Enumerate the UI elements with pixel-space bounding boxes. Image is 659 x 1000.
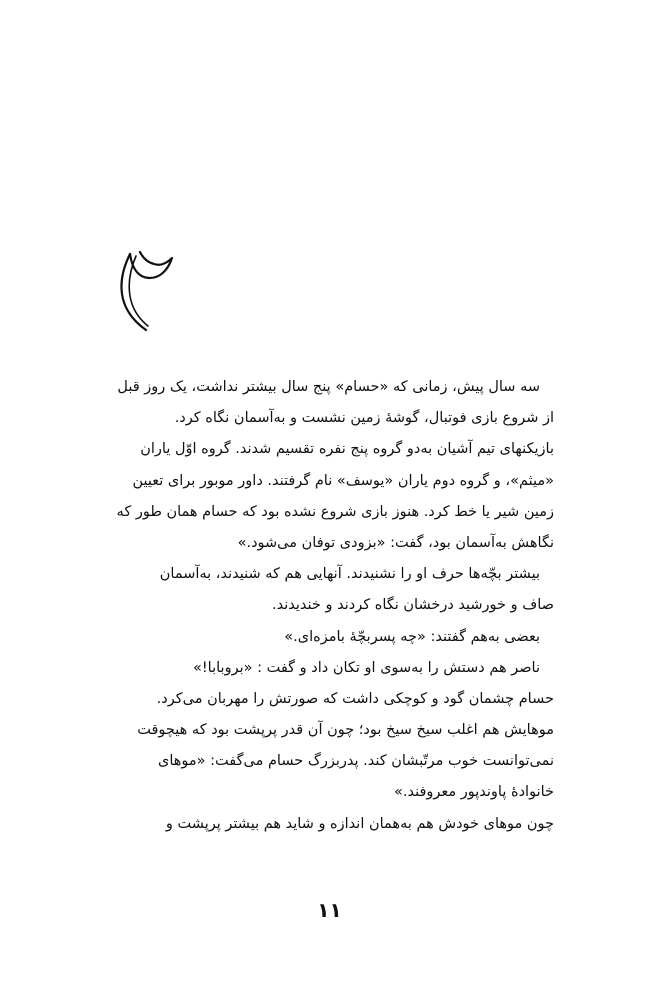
chapter-number-glyph <box>112 250 178 332</box>
text-line: نگاهش به‌آسمان بود، گفت: «بزودی توفان می‌شود.» <box>237 534 554 551</box>
text-line: بیشتر بچّه‌ها حرف او را نشنیدند. آنهایی هم که شنیدند، به‌آسمان <box>159 566 540 583</box>
text-line: خانوادهٔ پاوندپور معروفند.» <box>393 784 554 801</box>
text-line: بازیکنهای تیم آشیان به‌دو گروه پنج نفره تقسیم شدند. گروه اوّل یاران <box>140 441 554 458</box>
text-line: بعضی به‌هم گفتند: «چه پسربچّهٔ بامزه‌ای.» <box>284 628 540 645</box>
page-number: ۱۱ <box>317 898 342 922</box>
text-line: «میثم»، و گروه دوم یاران «یوسف» نام گرفتند. داور موبور برای تعیین <box>132 472 554 489</box>
chapter-number <box>112 250 178 332</box>
body-text <box>108 372 554 840</box>
text-line: زمین شیر یا خط کرد. هنوز بازی شروع نشده بود که حسام همان طور که <box>116 503 554 520</box>
text-line: ناصر هم دستش را به‌سوی او تکان داد و گفت : «بروبابا!» <box>192 659 540 676</box>
text-line: چون موهای خودش هم به‌همان اندازه و شاید هم بیشتر پرپشت و <box>165 815 554 832</box>
text-line: از شروع بازی فوتبال، گوشهٔ زمین نشست و به‌آسمان نگاه کرد. <box>174 410 554 427</box>
text-line: صاف و خورشید درخشان نگاه کردند و خندیدند. <box>272 597 554 614</box>
text-line: نمی‌توانست خوب مرتّبشان کند. پدربزرگ حسام می‌گفت: «موهای <box>157 753 554 770</box>
text-line: حسام چشمان گود و کوچکی داشت که صورتش را مهربان می‌کرد. <box>156 690 554 707</box>
text-line: سه سال پیش، زمانی که «حسام» پنج سال بیشتر نداشت، یک روز قبل <box>117 379 540 395</box>
text-line: موهایش هم اغلب سیخ سیخ بود؛ چون آن قدر پرپشت بود که هیچوقت <box>137 722 554 739</box>
